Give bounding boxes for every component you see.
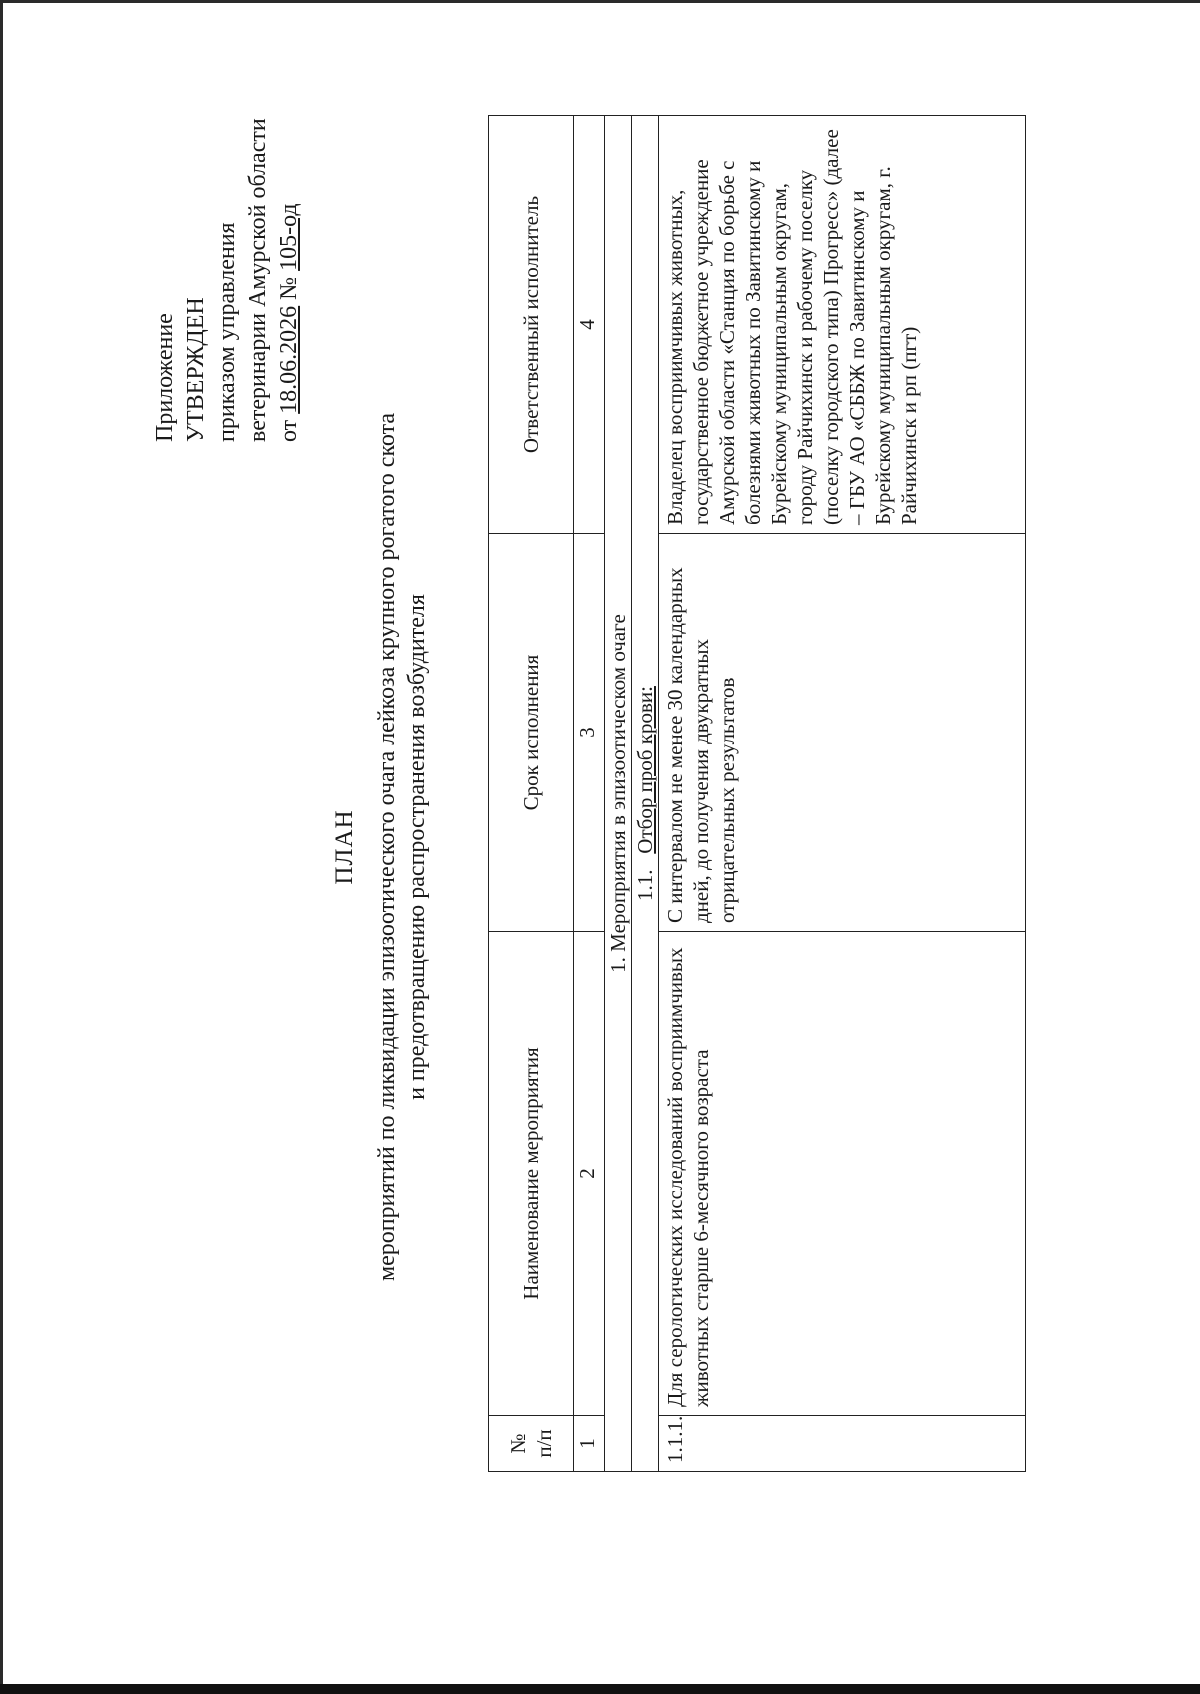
approval-date-prefix: от xyxy=(276,413,302,442)
row-term: С интервалом не менее 30 календарных дней, до получения двукратных отрицательных результатов xyxy=(659,534,1026,932)
row-name: Для серологических исследований восприимчивых животных старше 6-месячного возраста xyxy=(659,932,1026,1416)
column-number: 1 xyxy=(574,1416,605,1472)
approval-date: 18.06.2026 xyxy=(276,305,302,414)
title-line-2: и предотвращению распространения возбудителя xyxy=(404,594,430,1100)
row-number: 1.1.1. xyxy=(659,1416,1026,1472)
approval-date-line xyxy=(274,22,305,442)
column-number: 3 xyxy=(574,534,605,932)
subsection-label: Отбор проб крови: xyxy=(633,686,657,854)
approval-number: 105-од xyxy=(276,203,302,271)
subsection-row xyxy=(632,116,659,1472)
column-numbers-row xyxy=(574,116,605,1472)
subsection-number: 1.1. xyxy=(633,869,657,901)
approval-order-of: приказом управления xyxy=(214,222,240,442)
document-title xyxy=(330,0,432,1694)
header-name: Наименование мероприятия xyxy=(489,932,574,1416)
header-number: № п/п xyxy=(489,1416,574,1472)
column-number: 2 xyxy=(574,932,605,1416)
column-number: 4 xyxy=(574,116,605,534)
table-row xyxy=(659,116,1026,1472)
subsection-title xyxy=(632,116,659,1472)
row-executor: Владелец восприимчивых животных, государственное бюджетное учреждение Амурской области «Станция по борьбе с болезнями животных по Завитинскому и Бурейскому муниципальным округам, городу Райчихинск и рабочему поселку (поселку городского типа) Прогресс» (далее – ГБУ АО «СББЖ по Завитинскому и Бурейскому муниципальным округам, г. Райчихинск и рп (пгт) xyxy=(659,116,1026,534)
title-heading: ПЛАН xyxy=(331,809,358,885)
approval-block xyxy=(150,22,305,442)
header-executor: Ответственный исполнитель xyxy=(489,116,574,534)
approval-authority: ветеринарии Амурской области xyxy=(245,118,271,442)
plan-table xyxy=(488,115,1026,1472)
table-header-row xyxy=(489,116,574,1472)
approval-approved: УТВЕРЖДЕН xyxy=(183,297,209,442)
title-line-1: мероприятий по ликвидации эпизоотического очага лейкоза крупного рогатого скота xyxy=(374,412,400,1282)
section-title: 1. Мероприятия в эпизоотическом очаге xyxy=(605,116,632,1472)
approval-number-sign: № xyxy=(276,270,302,306)
header-term: Срок исполнения xyxy=(489,534,574,932)
approval-appendix: Приложение xyxy=(152,313,178,442)
section-row xyxy=(605,116,632,1472)
